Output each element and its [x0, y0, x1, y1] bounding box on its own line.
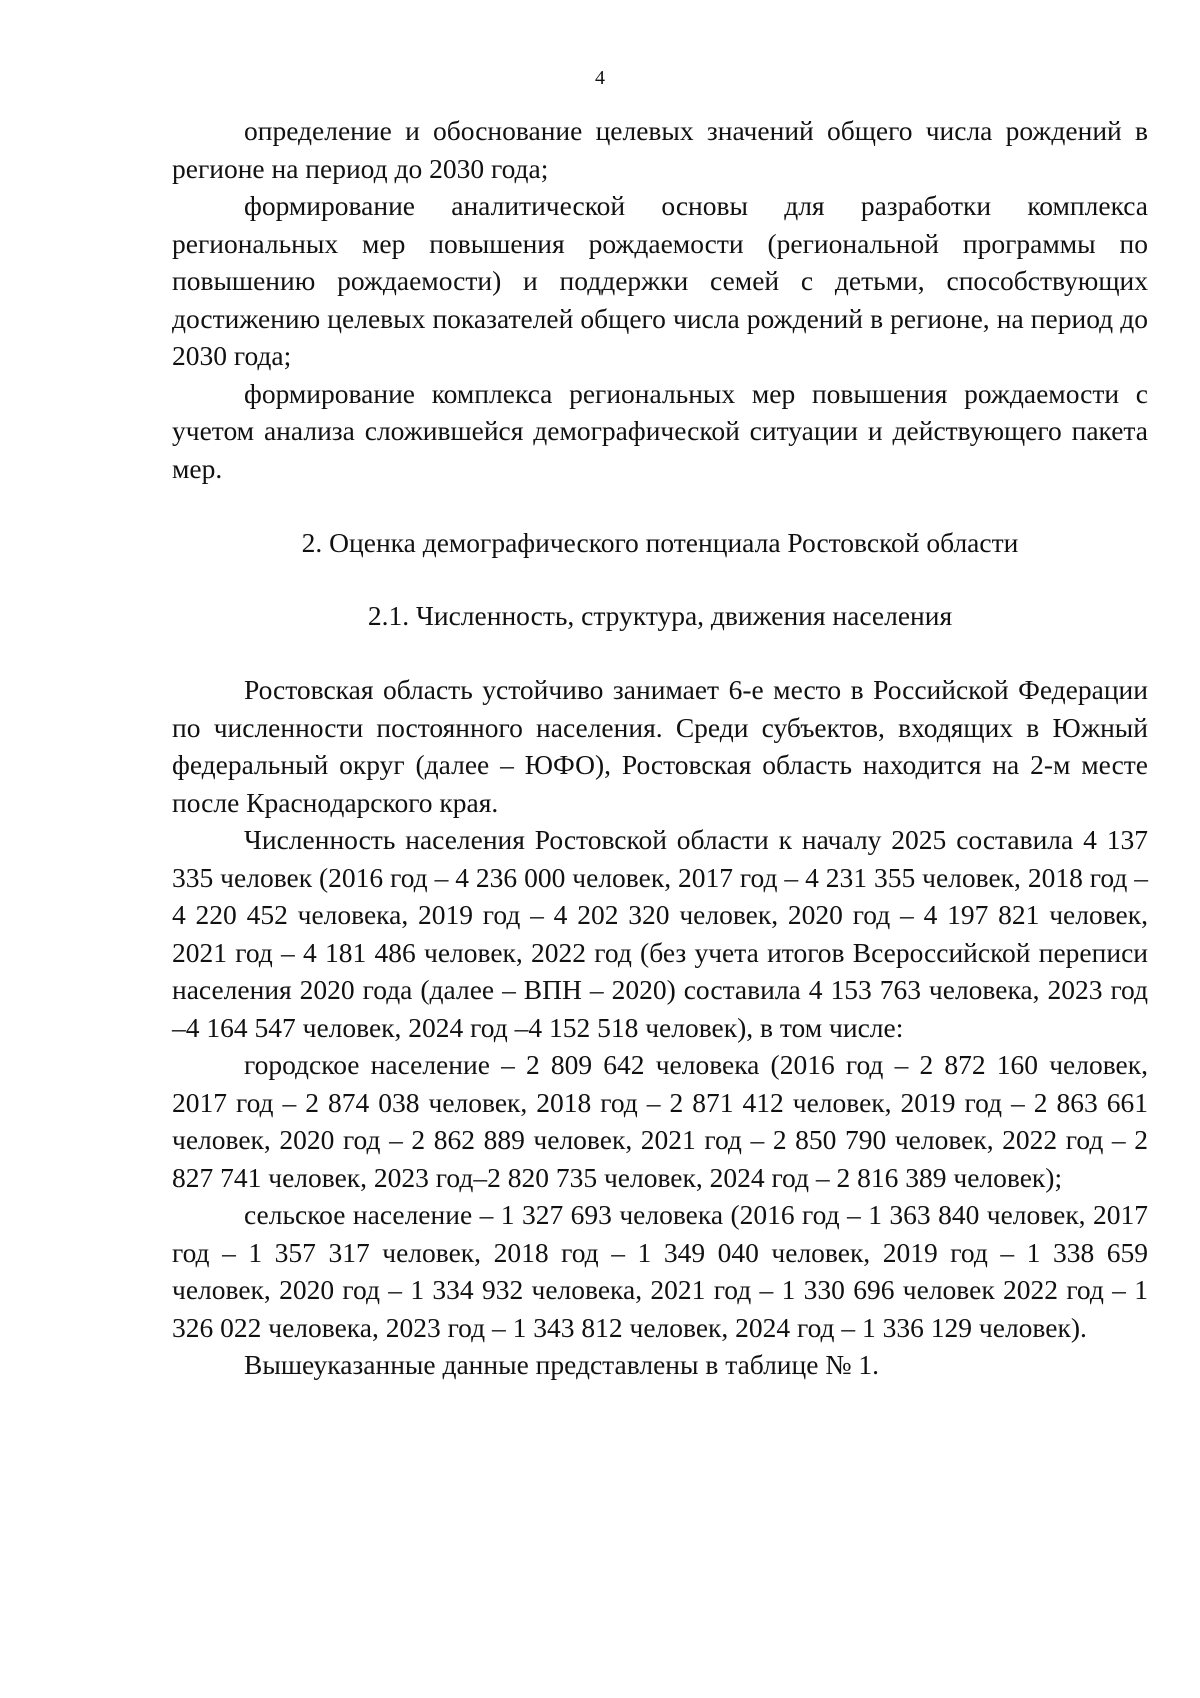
- page-number: 4: [595, 67, 605, 89]
- body-paragraph-1: Ростовская область устойчиво занимает 6-е место в Российской Федерации по численности постоянного населения. Среди субъектов, входящих в Южный федеральный округ (далее – ЮФО), Ростовская область находится на 2-м месте после Краснодарского края.: [172, 674, 1148, 818]
- intro-paragraph-2: формирование аналитической основы для разработки комплекса региональных мер повышения рождаемости (региональной программы по повышению рождаемости) и поддержки семей с детьми, способствующих достижению целевых показателей общего числа рождений в регионе, на период до 2030 года;: [172, 190, 1148, 371]
- spacer: [172, 487, 1148, 524]
- body-paragraph-2: Численность населения Ростовской области к началу 2025 составила 4 137 335 человек (2016 год – 4 236 000 человек, 2017 год – 4 231 355 человек, 2018 год – 4 220 452 человека, 2019 год – 4 202 320 человек, 2020 год – 4 197 821 человек, 2021 год – 4 181 486 человек, 2022 год (без учета итогов Всероссийской переписи населения 2020 года (далее – ВПН – 2020) составила 4 153 763 человека, 2023 год –4 164 547 человек, 2024 год –4 152 518 человек), в том числе:: [172, 824, 1148, 1043]
- body-paragraph-3: городское население – 2 809 642 человека (2016 год – 2 872 160 человек, 2017 год – 2 874 038 человек, 2018 год – 2 871 412 человек, 2019 год – 2 863 661 человек, 2020 год – 2 862 889 человек, 2021 год – 2 850 790 человек, 2022 год – 2 827 741 человек, 2023 год–2 820 735 человек, 2024 год – 2 816 389 человек);: [172, 1049, 1148, 1193]
- spacer: [172, 634, 1148, 671]
- body-paragraph-4: сельское население – 1 327 693 человека (2016 год – 1 363 840 человек, 2017 год – 1 357 317 человек, 2018 год – 1 349 040 человек, 2019 год – 1 338 659 человек, 2020 год – 1 334 932 человека, 2021 год – 1 330 696 человек 2022 год – 1 326 022 человека, 2023 год – 1 343 812 человек, 2024 год – 1 336 129 человек).: [172, 1199, 1148, 1343]
- spacer: [172, 562, 1148, 597]
- intro-paragraph-1: определение и обоснование целевых значений общего числа рождений в регионе на период до 2030 года;: [172, 115, 1148, 184]
- subsection-heading: 2.1. Численность, структура, движения населения: [367, 599, 953, 631]
- body-paragraph-5: Вышеуказанные данные представлены в таблице № 1.: [244, 1349, 880, 1380]
- intro-paragraph-3: формирование комплекса региональных мер повышения рождаемости с учетом анализа сложившейся демографической ситуации и действующего пакета мер.: [172, 377, 1148, 484]
- document-body: [172, 112, 1148, 1384]
- section-heading: 2. Оценка демографического потенциала Ростовской области: [301, 527, 1019, 558]
